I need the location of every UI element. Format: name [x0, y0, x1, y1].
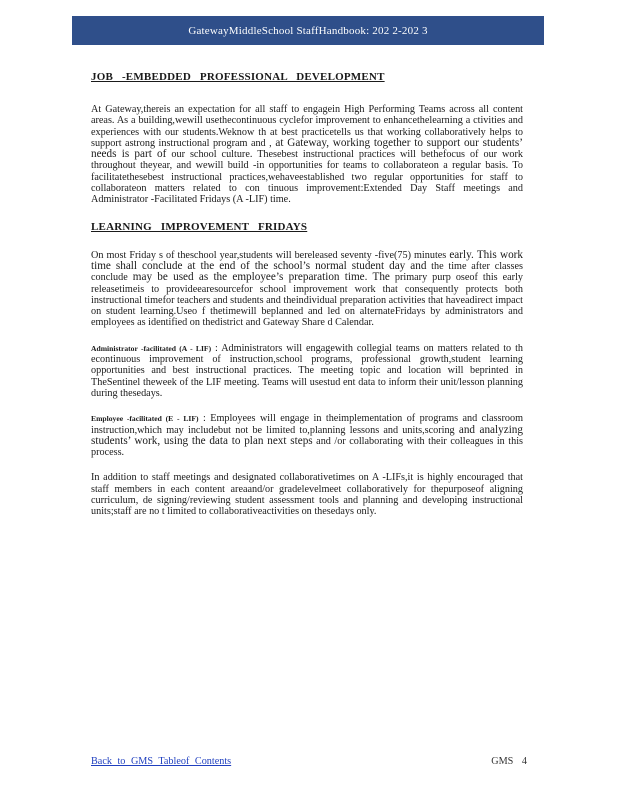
employee-lif-label: Employee -facilitated (E - LIF)	[91, 414, 199, 424]
lif-paragraph	[91, 250, 523, 329]
header-title: GatewayMiddleSchool StaffHandbook: 202 2-202 3	[188, 24, 428, 37]
section-title-lif: LEARNING IMPROVEMENT FRIDAYS	[91, 220, 308, 233]
collaboration-paragraph: In addition to staff meetings and designated collaborativetimes on A -LIFs,it is highly encouraged that staff members in each content areaand/or gradelevelmeet collaboratively for thepurposeof aligning curriculum, de signing/reviewing student assessment tools and planning and developing instructional units;staff are no t limited to collaborativeactivities on thesedays only.	[91, 472, 523, 518]
table-of-contents-link[interactable]: Back to GMS Tableof Contents	[91, 756, 232, 767]
lif-text-2: the time after classes conclude	[91, 260, 523, 284]
admin-lif-paragraph	[91, 343, 523, 399]
employee-lif-text-emphasis: and analyzing students’ work, using the data to plan next steps	[91, 423, 523, 447]
jep-text-2: our school culture. Thesebest instructional practices will bethefocus of our work throughout theyear, and wewill build -in opportunities for teams to collaborateon a regular basis. To facilitatethesebest instructional practices,wehaveestablished two regular opportunities for staff to collaborateon matters related to con tinuous improvement:Extended Day Staff meetings and Administrator -Facilitated Fridays (A -LIF) time.	[91, 149, 523, 206]
admin-lif-label: Administrator -facilitated (A - LIF)	[91, 343, 212, 353]
section-title-jep: JOB -EMBEDDED PROFESSIONAL DEVELOPMENT	[91, 71, 385, 83]
employee-lif-paragraph	[91, 413, 523, 458]
lif-text-1: On most Friday s of theschool year,students will bereleased seventy -five(75) minutes	[91, 249, 450, 261]
jep-paragraph	[91, 104, 523, 206]
page-number: GMS 4	[491, 756, 527, 767]
page-content	[91, 70, 523, 518]
header-band	[72, 16, 544, 45]
jep-text-emphasis: at Gateway, working together to support our students’ needs is part of	[91, 136, 523, 161]
lif-text-emphasis-2: may be used as the employee’s preparation time. The	[132, 271, 390, 284]
admin-lif-text: : Administrators will engagewith collegial teams on matters related to th econtinuous improvement of instruction,school programs, professional growth,student learning opportunities and best instructional practices. The meeting topic and location will beprinted in TheSentinel theweek of the LIF meeting. Teams will usestud ent data to inform their unit/lesson planning during thesedays.	[91, 342, 523, 399]
employee-lif-text-1: : Employees will engage in theimplementation of programs and classroom instruction,which may includebut not be limited to,planning lessons and units,scoring	[91, 413, 523, 436]
lif-text-emphasis-1: early. This work time shall conclude at the end of the school’s normal student day and	[91, 248, 523, 272]
employee-lif-text-2: and /or collaborating with their colleagues in this process.	[91, 435, 523, 459]
lif-text-3: primary purp oseof this early releasetimeis to provideearesourcefor school improvement work that consequently protects both instructional timefor teachers and students and theindividual preparation activities that haveadirect impact on student learning.Useo f thetimewill beplanned and led on alternateFridays by administrators and employees as identified on thedistrict and Gateway Share d Calendar.	[91, 272, 523, 329]
jep-text-1: At Gateway,thereis an expectation for all staff to engagein High Performing Teams across all content areas. As a building,wewill usethecontinuous cyclefor improvement to enhancethelearning a ctivities and experiences with our students.Weknow th at best practicetells us that working collaboratively helps to support astrong instructional program and ,	[91, 104, 523, 149]
page-footer	[91, 756, 527, 767]
